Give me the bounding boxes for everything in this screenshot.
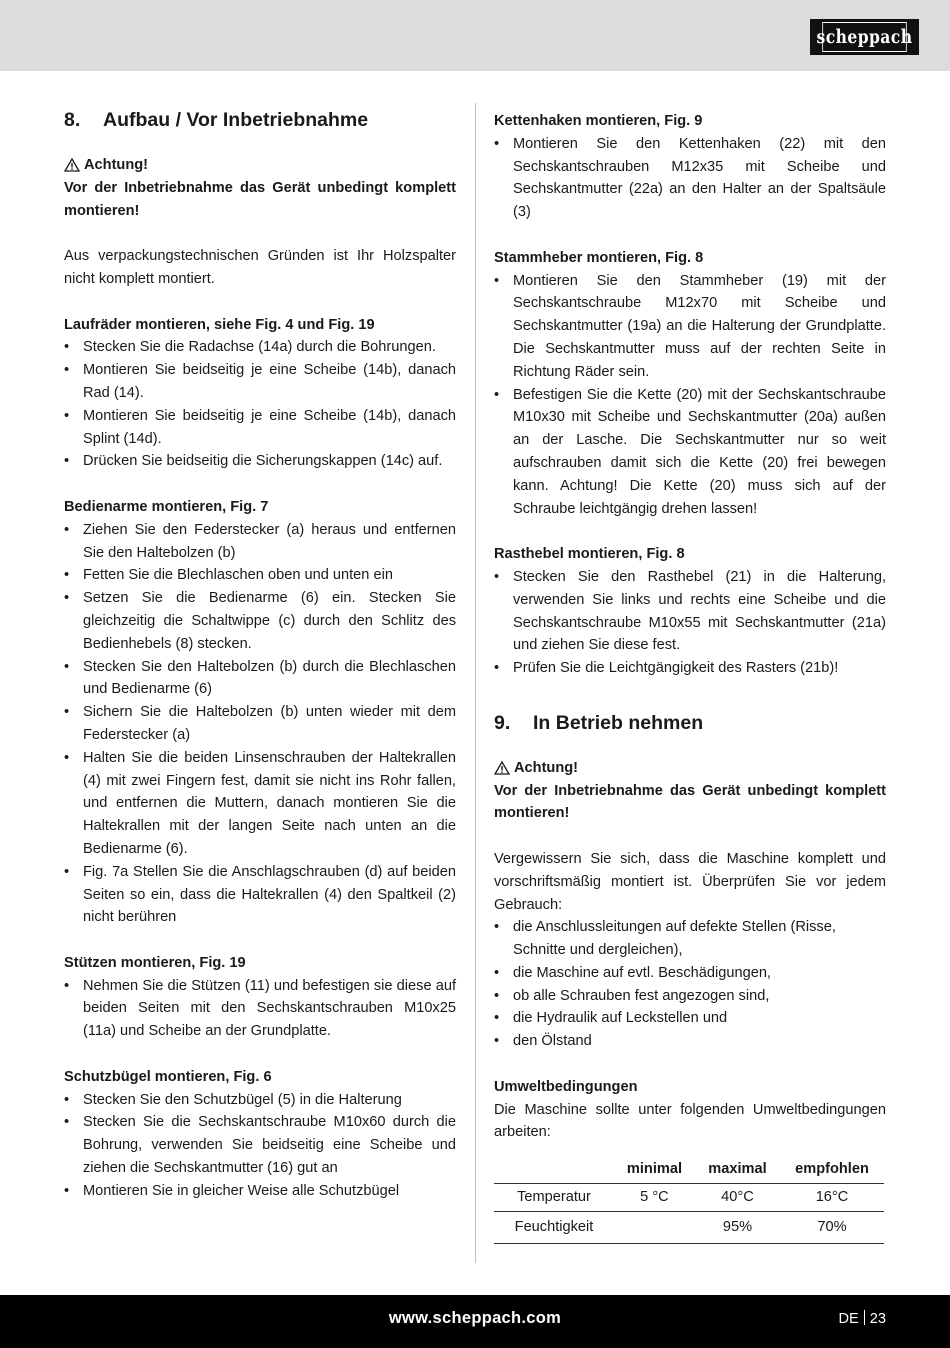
warning-title-text: Achtung! <box>84 157 149 173</box>
table-cell: 16°C <box>780 1184 884 1212</box>
instruction-list <box>64 519 456 929</box>
warning-title <box>494 757 886 780</box>
language-code: DE <box>838 1311 859 1327</box>
list-item: • Montieren Sie beidseitig je eine Scheibe (14b), danach Rad (14). <box>64 359 456 405</box>
list-item: • Setzen Sie die Bedienarme (6) ein. Stecken Sie gleichzeitig die Schaltwippe (c) durch den Schlitz des Bedienhebels (8) stecken. <box>64 587 456 655</box>
logo-text: scheppach <box>822 22 906 52</box>
section-title: Aufbau / Vor Inbetriebnahme <box>103 109 369 131</box>
list-item: • den Ölstand <box>494 1030 886 1053</box>
subsection-heading: Kettenhaken montieren, Fig. 9 <box>494 113 703 129</box>
env-heading: Umweltbedingungen <box>494 1078 638 1095</box>
table-header-cell: minimal <box>614 1156 695 1184</box>
list-item: • Stecken Sie die Sechskantschraube M10x60 durch die Bohrung, verwenden Sie beidseitig eine Scheibe und ziehen die Sechskantmutter (16) gut an <box>64 1111 456 1179</box>
list-item: • ob alle Schrauben fest angezogen sind, <box>494 985 886 1008</box>
column-divider <box>475 103 476 1263</box>
check-list <box>494 916 886 1053</box>
table-row <box>494 1184 884 1212</box>
list-item: • Stecken Sie den Rasthebel (21) in die Halterung, verwenden Sie links und rechts eine Scheibe und die Sechskantschraube M10x55 mit Sechskantmutter (21a) und ziehen Sie diese fest. <box>494 566 886 657</box>
right-column <box>494 110 886 1244</box>
table-cell: 40°C <box>695 1184 780 1212</box>
environment-table <box>494 1156 884 1244</box>
section-heading-9 <box>494 711 886 735</box>
env-intro: Die Maschine sollte unter folgenden Umweltbedingungen arbeiten: <box>494 1101 886 1141</box>
subsection-heading: Rasthebel montieren, Fig. 8 <box>494 546 685 563</box>
list-item: • Drücken Sie beidseitig die Sicherungskappen (14c) auf. <box>64 450 456 473</box>
list-item: • Montieren Sie den Stammheber (19) mit der Sechskantschraube M12x70 mit Scheibe und Sechskantmutter (19a) an die Halterung der Grundplatte. Die Sechskantmutter muss auf der rechten Seite in Richtung Räder sein. <box>494 270 886 384</box>
list-item: • Nehmen Sie die Stützen (11) und befestigen sie diese auf beiden Seiten mit den Sechskantschrauben M10x25 (11a) und Scheibe an der Grundplatte. <box>64 975 456 1043</box>
section-number: 8. <box>64 109 81 131</box>
left-blocks <box>64 314 456 1203</box>
table-cell: Temperatur <box>494 1184 614 1212</box>
list-item: • Fig. 7a Stellen Sie die Anschlagschrauben (d) auf beiden Seiten so ein, dass die Haltekrallen (4) den Spaltkeil (2) nicht berühren <box>64 861 456 929</box>
warning-text: Vor der Inbetriebnahme das Gerät unbedingt komplett montieren! <box>494 782 886 822</box>
list-item: • die Hydraulik auf Leckstellen und <box>494 1007 886 1030</box>
footer-bar <box>0 1295 950 1348</box>
subsection-heading: Stammheber montieren, Fig. 8 <box>494 249 704 266</box>
instruction-list <box>494 133 886 224</box>
instruction-list <box>494 270 886 521</box>
table-header-cell: empfohlen <box>780 1156 884 1184</box>
instruction-list <box>64 975 456 1043</box>
instruction-list <box>494 566 886 680</box>
section-number: 9. <box>494 711 511 734</box>
table-header-cell <box>494 1156 614 1184</box>
section-title: In Betrieb nehmen <box>533 711 704 734</box>
warning-title-text: Achtung! <box>514 759 579 776</box>
website-url: www.scheppach.com <box>388 1309 562 1327</box>
list-item: • Stecken Sie den Haltebolzen (b) durch die Blechlaschen und Bedienarme (6) <box>64 656 456 702</box>
table-header-cell: maximal <box>695 1156 780 1184</box>
table-cell <box>614 1212 695 1244</box>
table-cell: 5 °C <box>614 1184 695 1212</box>
list-item: • Prüfen Sie die Leichtgängigkeit des Rasters (21b)! <box>494 657 886 680</box>
warning-title <box>64 154 456 177</box>
list-item: • Befestigen Sie die Kette (20) mit der Sechskantschraube M10x30 mit Scheibe und Sechskantmutter (20a) außen an der Lasche. Die Sechskantmutter nur so weit aufschrauben damit sich die Kette (20) frei bewegen kann. Achtung! Die Kette (20) muss sich auf der Schraube leichtgängig drehen lassen! <box>494 384 886 521</box>
warning-triangle-icon <box>494 761 510 775</box>
table-cell: 95% <box>695 1212 780 1244</box>
list-item: • Stecken Sie den Schutzbügel (5) in die Halterung <box>64 1089 456 1112</box>
table-cell: 70% <box>780 1212 884 1244</box>
table-row <box>494 1212 884 1244</box>
list-item: • Ziehen Sie den Federstecker (a) heraus und entfernen Sie den Haltebolzen (b) <box>64 519 456 565</box>
section-heading-8 <box>64 108 456 132</box>
subsection-heading: Bedienarme montieren, Fig. 7 <box>64 498 269 515</box>
list-item: • Stecken Sie die Radachse (14a) durch die Bohrungen. <box>64 336 456 359</box>
list-item: • die Anschlussleitungen auf defekte Stellen (Risse, Schnitte und dergleichen), <box>494 916 886 962</box>
list-item: • Halten Sie die beiden Linsenschrauben der Haltekrallen (4) mit zwei Fingern fest, damit sie nicht ins Rohr fallen, und entfernen die Muttern, danach montieren Sie die Haltekrallen mit der langen Seite nach unten an die Bedienarme (6). <box>64 747 456 861</box>
left-column <box>64 108 456 1203</box>
list-item: • Sichern Sie die Haltebolzen (b) unten wieder mit dem Federstecker (a) <box>64 701 456 747</box>
list-item: • Fetten Sie die Blechlaschen oben und unten ein <box>64 564 456 587</box>
header-bar <box>0 0 950 71</box>
check-intro: Vergewissern Sie sich, dass die Maschine komplett und vorschriftsmäßig montiert ist. Überprüfen Sie vor jedem Gebrauch: <box>494 850 886 913</box>
list-item: • Montieren Sie in gleicher Weise alle Schutzbügel <box>64 1180 456 1203</box>
subsection-heading: Laufräder montieren, siehe Fig. 4 und Fig. 19 <box>64 316 375 333</box>
right-blocks <box>494 110 886 703</box>
page-indicator <box>838 1310 886 1327</box>
list-item: • Montieren Sie beidseitig je eine Scheibe (14b), danach Splint (14d). <box>64 405 456 451</box>
instruction-list <box>64 336 456 473</box>
table-cell: Feuchtigkeit <box>494 1212 614 1244</box>
instruction-list <box>64 1089 456 1203</box>
table-header-row <box>494 1156 884 1184</box>
list-item: • Montieren Sie den Kettenhaken (22) mit den Sechskantschrauben M12x35 mit Scheibe und Sechskantmutter (22a) an den Halter an der Spaltsäule (3) <box>494 133 886 224</box>
list-item: • die Maschine auf evtl. Beschädigungen, <box>494 962 886 985</box>
warning-triangle-icon <box>64 158 80 172</box>
subsection-heading: Schutzbügel montieren, Fig. 6 <box>64 1068 272 1085</box>
page-separator <box>864 1310 865 1325</box>
subsection-heading: Stützen montieren, Fig. 19 <box>64 954 246 971</box>
warning-text: Vor der Inbetriebnahme das Gerät unbedingt komplett montieren! <box>64 179 456 219</box>
scheppach-logo <box>810 19 919 55</box>
intro-text: Aus verpackungstechnischen Gründen ist Ihr Holzspalter nicht komplett montiert. <box>64 248 456 287</box>
page-number: 23 <box>869 1311 886 1327</box>
